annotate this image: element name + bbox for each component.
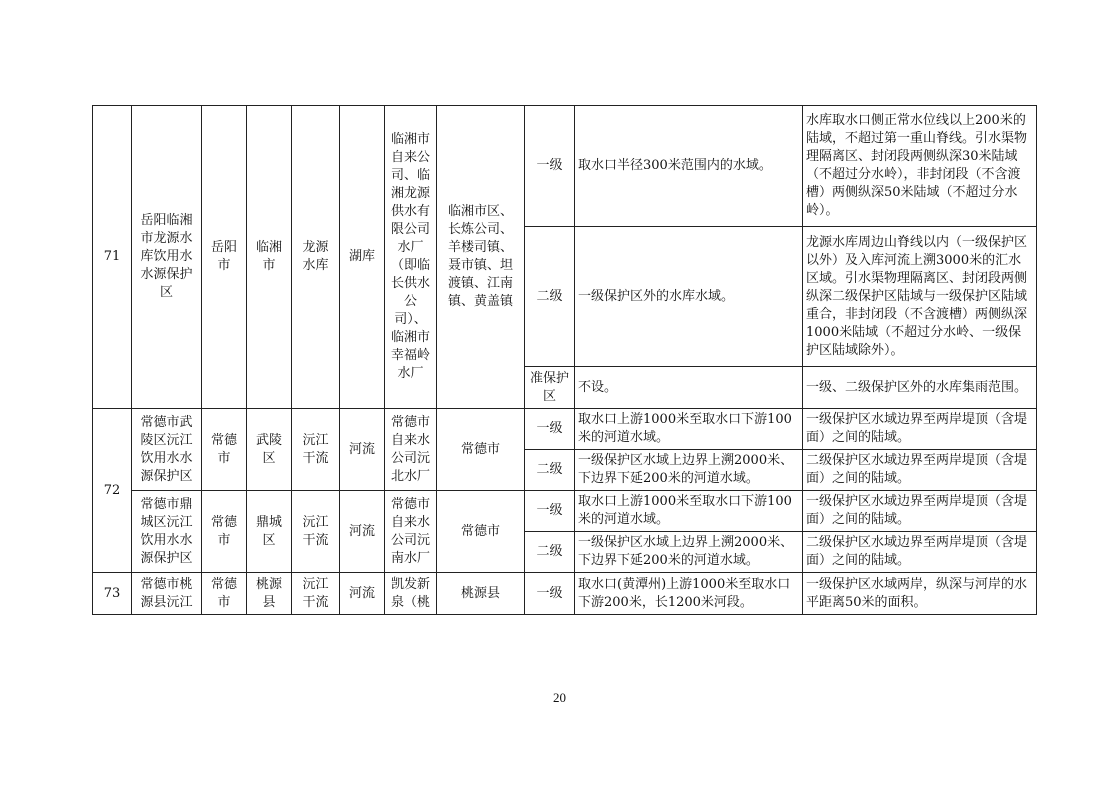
city-cell: 常德市 <box>202 491 247 573</box>
service-area-cell: 桃源县 <box>437 573 525 615</box>
table-row <box>93 491 1037 532</box>
water-body-cell: 沅江干流 <box>292 491 340 573</box>
county-cell: 临湘市 <box>247 106 292 409</box>
water-zone-cell: 一级保护区水域上边界上溯2000米、下边界下延200米的河道水域。 <box>575 450 803 491</box>
table-row <box>93 409 1037 450</box>
row-number: 71 <box>93 106 132 409</box>
county-cell: 桃源县 <box>247 573 292 615</box>
table-row <box>93 573 1037 615</box>
row-number: 73 <box>93 573 132 615</box>
source-name-cell: 常德市武陵区沅江饮用水水源保护区 <box>132 409 202 491</box>
type-cell: 河流 <box>340 491 385 573</box>
supplier-cell: 临湘市自来公司、临湘龙源供水有限公司水厂（即临长供水公司）、临湘市幸福岭水厂 <box>385 106 437 409</box>
source-name-cell: 常德市桃源县沅江 <box>132 573 202 615</box>
water-zone-cell: 取水口上游1000米至取水口下游100米的河道水域。 <box>575 491 803 532</box>
zone-level-cell: 二级 <box>525 450 575 491</box>
zone-level-cell: 准保护区 <box>525 367 575 409</box>
zone-level-cell: 一级 <box>525 573 575 615</box>
supplier-cell: 常德市自来水公司沅南水厂 <box>385 491 437 573</box>
city-cell: 常德市 <box>202 573 247 615</box>
zone-level-cell: 一级 <box>525 491 575 532</box>
land-zone-cell: 一级、二级保护区外的水库集雨范围。 <box>803 367 1037 409</box>
land-zone-cell: 一级保护区水域两岸，纵深与河岸的水平距离50米的面积。 <box>803 573 1037 615</box>
type-cell: 湖库 <box>340 106 385 409</box>
service-area-cell: 常德市 <box>437 409 525 491</box>
page-number: 20 <box>553 690 566 705</box>
water-body-cell: 龙源水库 <box>292 106 340 409</box>
service-area-cell: 临湘市区、长炼公司、羊楼司镇、聂市镇、坦渡镇、江南镇、黄盖镇 <box>437 106 525 409</box>
land-zone-cell: 一级保护区水域边界至两岸堤顶（含堤面）之间的陆域。 <box>803 491 1037 532</box>
supplier-cell: 凯发新泉（桃 <box>385 573 437 615</box>
zone-level-cell: 一级 <box>525 409 575 450</box>
county-cell: 武陵区 <box>247 409 292 491</box>
source-name-cell: 岳阳临湘市龙源水库饮用水水源保护区 <box>132 106 202 409</box>
city-cell: 岳阳市 <box>202 106 247 409</box>
type-cell: 河流 <box>340 573 385 615</box>
zone-level-cell: 二级 <box>525 227 575 367</box>
table-row <box>93 106 1037 227</box>
water-zone-cell: 一级保护区水域上边界上溯2000米、下边界下延200米的河道水域。 <box>575 532 803 573</box>
row-number: 72 <box>93 409 132 573</box>
service-area-cell: 常德市 <box>437 491 525 573</box>
water-body-cell: 沅江干流 <box>292 573 340 615</box>
city-cell: 常德市 <box>202 409 247 491</box>
land-zone-cell: 二级保护区水域边界至两岸堤顶（含堤面）之间的陆域。 <box>803 532 1037 573</box>
type-cell: 河流 <box>340 409 385 491</box>
water-zone-cell: 不设。 <box>575 367 803 409</box>
water-zone-cell: 一级保护区外的水库水域。 <box>575 227 803 367</box>
protection-zone-table <box>92 105 1037 615</box>
water-zone-cell: 取水口上游1000米至取水口下游100米的河道水域。 <box>575 409 803 450</box>
land-zone-cell: 二级保护区水域边界至两岸堤顶（含堤面）之间的陆域。 <box>803 450 1037 491</box>
supplier-cell: 常德市自来水公司沅北水厂 <box>385 409 437 491</box>
water-body-cell: 沅江干流 <box>292 409 340 491</box>
zone-level-cell: 二级 <box>525 532 575 573</box>
water-zone-cell: 取水口(黄潭州)上游1000米至取水口下游200米，长1200米河段。 <box>575 573 803 615</box>
water-zone-cell: 取水口半径300米范围内的水域。 <box>575 106 803 227</box>
land-zone-cell: 龙源水库周边山脊线以内（一级保护区以外）及入库河流上溯3000米的汇水区域。引水渠物理隔离区、封闭段两侧纵深二级保护区陆域与一级保护区陆域重合，非封闭段（不含渡槽）两侧纵深1000米陆域（不超过分水岭、一级保护区陆域除外）。 <box>803 227 1037 367</box>
land-zone-cell: 一级保护区水域边界至两岸堤顶（含堤面）之间的陆域。 <box>803 409 1037 450</box>
county-cell: 鼎城区 <box>247 491 292 573</box>
zone-level-cell: 一级 <box>525 106 575 227</box>
source-name-cell: 常德市鼎城区沅江饮用水水源保护区 <box>132 491 202 573</box>
land-zone-cell: 水库取水口侧正常水位线以上200米的陆域，不超过第一重山脊线。引水渠物理隔离区、封闭段两侧纵深30米陆域（不超过分水岭），非封闭段（不含渡槽）两侧纵深50米陆域（不超过分水岭）。 <box>803 106 1037 227</box>
